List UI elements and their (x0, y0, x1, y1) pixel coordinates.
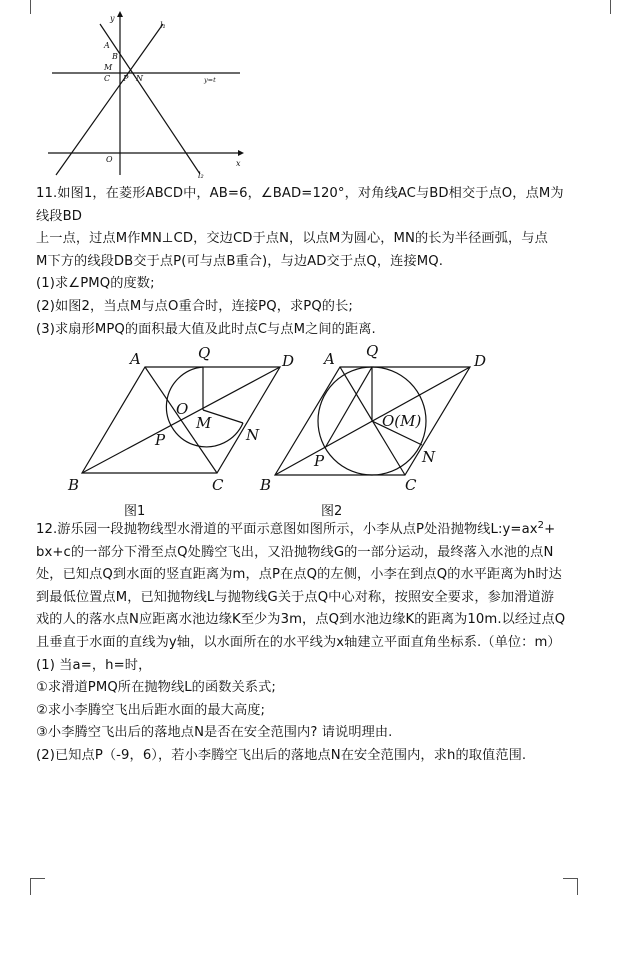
fig1-label-D: D (282, 352, 295, 370)
q11-line: 线段BD (36, 208, 82, 224)
figure-1 (82, 367, 280, 473)
crop-mark-bottom-left (30, 878, 45, 895)
fig1-label-M: M (196, 414, 212, 432)
y-arrow (117, 11, 123, 17)
line-l2 (100, 24, 200, 174)
label-P: P (123, 74, 129, 83)
fig2-label-N: N (422, 448, 436, 466)
q12-part-1: (1) 当a=，h=时， (36, 657, 152, 673)
fig1-label-N: N (246, 426, 260, 444)
crop-mark-top-right (598, 0, 611, 14)
crop-mark-bottom-right (563, 878, 578, 895)
label-A: A (104, 41, 110, 50)
q11-line: 上一点，过点M作MN⊥CD，交边CD于点N，以点M为圆心，MN的长为半径画弧，与点 (36, 231, 548, 247)
figure-2-caption: 图2 (321, 504, 343, 519)
q11-line: 11.如图1，在菱形ABCD中，AB=6，∠BAD=120°，对角线AC与BD相交于点O，点M为 (36, 186, 564, 201)
diagonal-bd-1 (82, 367, 280, 473)
fig2-label-B: B (260, 476, 272, 494)
fig2-label-D: D (474, 352, 487, 370)
label-y: y (110, 14, 115, 23)
fig2-label-Q: Q (366, 342, 379, 360)
fig1-label-P: P (155, 431, 166, 449)
coordinate-figure (40, 10, 250, 180)
q12-line: 到最低位置点M，已知抛物线L与抛物线G关于点Q中心对称，按照安全要求，参加滑道游 (36, 589, 555, 605)
question-12 (36, 519, 606, 768)
q12-line: 且垂直于水面的直线为y轴，以水面所在的水平线为x轴建立平面直角坐标系.（单位：m） (36, 634, 561, 650)
fig1-label-Q: Q (198, 344, 211, 362)
label-line: y=t (204, 76, 216, 84)
fig2-label-A: A (324, 350, 335, 368)
q12-exponent: 2 (537, 520, 545, 531)
label-N: N (136, 74, 143, 83)
figure-1-caption: 图1 (124, 504, 146, 519)
label-C: C (104, 74, 111, 83)
q11-part-3: (3)求扇形MPQ的面积最大值及此时点C与点M之间的距离. (36, 321, 376, 337)
label-M: M (104, 63, 113, 72)
fig1-label-O: O (176, 400, 189, 418)
x-arrow (238, 150, 244, 156)
q12-line: bx+c的一部分下滑至点Q处腾空飞出，又沿抛物线G的一部分运动，最终落入水池的点N (36, 544, 554, 560)
q11-part-2: (2)如图2，当点M与点O重合时，连接PQ，求PQ的长; (36, 298, 353, 314)
fig2-label-P: P (314, 452, 325, 470)
fig1-label-C: C (212, 476, 224, 494)
q12-line: 戏的人的落水点N应距离水池边缘K至少为3m，点Q到水池边缘K的距离为10m.以经过点Q (36, 612, 566, 628)
q12-line: 处，已知点Q到水面的竖直距离为m，点P在点Q的左侧，小李在到点Q的水平距离为h时达 (36, 567, 562, 583)
q11-line: M下方的线段DB交于点P(可与点B重合)，与边AD交于点Q，连接MQ. (36, 253, 443, 269)
label-x: x (236, 159, 241, 168)
q12-line (36, 519, 606, 542)
q12-line1-text: 12.游乐园一段抛物线型水滑道的平面示意图如图所示，小李从点P处沿抛物线L:y=ax (36, 522, 538, 537)
q12-part-2: (2)已知点P（-9，6），若小李腾空飞出后的落地点N在安全范围内，求h的取值范围. (36, 747, 527, 763)
label-l2: l₂ (198, 171, 204, 180)
rhombus-figures (60, 340, 500, 520)
label-O: O (106, 155, 113, 164)
q12-part-1-sub-1: ①求滑道PMQ所在抛物线L的函数关系式; (36, 680, 276, 696)
fig2-label-OM: O(M) (382, 412, 422, 430)
fig2-label-C: C (405, 476, 417, 494)
q12-line1-plus: + (544, 522, 556, 537)
label-B: B (112, 52, 118, 61)
fig1-label-B: B (68, 476, 80, 494)
q11-part-1: (1)求∠PMQ的度数; (36, 276, 155, 292)
fig1-label-A: A (130, 350, 141, 368)
question-11 (36, 183, 606, 341)
label-l1: l₁ (160, 21, 166, 30)
figure-2 (275, 367, 470, 475)
q12-part-1-sub-3: ③小李腾空飞出后的落地点N是否在安全范围内? 请说明理由. (36, 725, 393, 741)
q12-part-1-sub-2: ②求小李腾空飞出后距水面的最大高度; (36, 702, 266, 718)
